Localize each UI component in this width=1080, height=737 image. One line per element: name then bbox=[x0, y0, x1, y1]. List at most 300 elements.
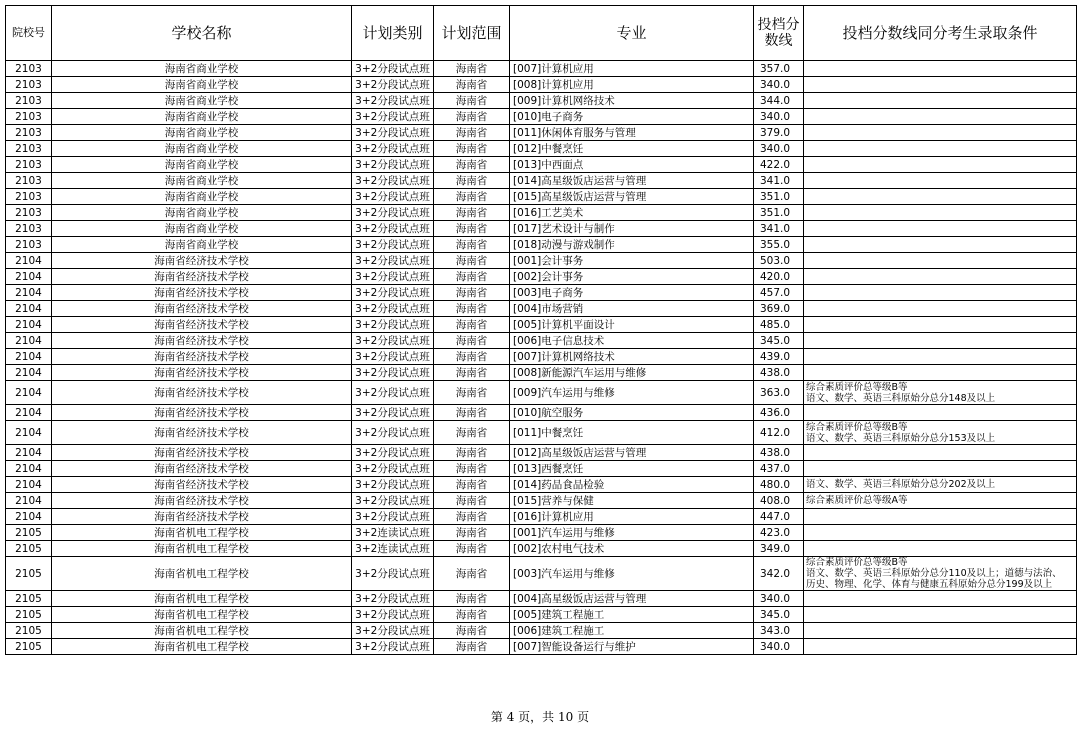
cell-school-name: 海南省经济技术学校 bbox=[52, 381, 352, 405]
table-row bbox=[6, 591, 1077, 607]
cell-tie-condition bbox=[804, 623, 1077, 639]
cell-plan-type: 3+2分段试点班 bbox=[352, 269, 434, 285]
cell-plan-type: 3+2分段试点班 bbox=[352, 205, 434, 221]
cell-major: [003]汽车运用与维修 bbox=[510, 557, 754, 591]
cell-cutoff-score: 503.0 bbox=[754, 253, 804, 269]
cell-school-name: 海南省经济技术学校 bbox=[52, 253, 352, 269]
cell-plan-scope: 海南省 bbox=[434, 509, 510, 525]
cell-cutoff-score: 437.0 bbox=[754, 461, 804, 477]
cell-school-id: 2104 bbox=[6, 421, 52, 445]
cell-tie-condition bbox=[804, 93, 1077, 109]
cell-major: [001]汽车运用与维修 bbox=[510, 525, 754, 541]
cell-major: [007]计算机网络技术 bbox=[510, 349, 754, 365]
cell-school-name: 海南省经济技术学校 bbox=[52, 285, 352, 301]
cell-plan-type: 3+2分段试点班 bbox=[352, 405, 434, 421]
cell-school-id: 2103 bbox=[6, 109, 52, 125]
cell-tie-condition bbox=[804, 445, 1077, 461]
cell-major: [015]高星级饭店运营与管理 bbox=[510, 189, 754, 205]
cell-plan-type: 3+2分段试点班 bbox=[352, 173, 434, 189]
cell-tie-condition bbox=[804, 205, 1077, 221]
cell-plan-scope: 海南省 bbox=[434, 405, 510, 421]
cell-plan-scope: 海南省 bbox=[434, 381, 510, 405]
header-tie-condition: 投档分数线同分考生录取条件 bbox=[804, 6, 1077, 61]
cell-school-id: 2103 bbox=[6, 141, 52, 157]
cell-school-name: 海南省商业学校 bbox=[52, 221, 352, 237]
cell-major: [005]计算机平面设计 bbox=[510, 317, 754, 333]
cell-plan-scope: 海南省 bbox=[434, 157, 510, 173]
cell-plan-scope: 海南省 bbox=[434, 125, 510, 141]
cell-tie-condition bbox=[804, 141, 1077, 157]
cell-plan-type: 3+2分段试点班 bbox=[352, 77, 434, 93]
cell-school-id: 2105 bbox=[6, 541, 52, 557]
cell-cutoff-score: 342.0 bbox=[754, 557, 804, 591]
cell-major: [012]中餐烹饪 bbox=[510, 141, 754, 157]
cell-plan-scope: 海南省 bbox=[434, 639, 510, 655]
cell-major: [001]会计事务 bbox=[510, 253, 754, 269]
cell-major: [014]药品食品检验 bbox=[510, 477, 754, 493]
cell-plan-type: 3+2分段试点班 bbox=[352, 285, 434, 301]
cell-tie-condition bbox=[804, 591, 1077, 607]
cell-plan-scope: 海南省 bbox=[434, 591, 510, 607]
condition-line: 综合素质评价总等级B等 bbox=[806, 557, 908, 568]
cell-plan-type: 3+2分段试点班 bbox=[352, 445, 434, 461]
table-row bbox=[6, 333, 1077, 349]
table-row bbox=[6, 639, 1077, 655]
cell-plan-type: 3+2分段试点班 bbox=[352, 349, 434, 365]
cell-school-name: 海南省机电工程学校 bbox=[52, 623, 352, 639]
cell-major: [005]建筑工程施工 bbox=[510, 607, 754, 623]
cell-cutoff-score: 439.0 bbox=[754, 349, 804, 365]
cell-school-name: 海南省商业学校 bbox=[52, 77, 352, 93]
cell-cutoff-score: 369.0 bbox=[754, 301, 804, 317]
cell-cutoff-score: 447.0 bbox=[754, 509, 804, 525]
cell-major: [002]会计事务 bbox=[510, 269, 754, 285]
cell-school-name: 海南省商业学校 bbox=[52, 141, 352, 157]
cell-school-id: 2105 bbox=[6, 557, 52, 591]
cell-school-id: 2103 bbox=[6, 157, 52, 173]
cell-school-id: 2105 bbox=[6, 591, 52, 607]
cell-cutoff-score: 420.0 bbox=[754, 269, 804, 285]
cell-plan-type: 3+2分段试点班 bbox=[352, 623, 434, 639]
cell-plan-scope: 海南省 bbox=[434, 237, 510, 253]
cell-plan-scope: 海南省 bbox=[434, 269, 510, 285]
header-school-id: 院校号 bbox=[6, 6, 52, 61]
cell-school-name: 海南省机电工程学校 bbox=[52, 639, 352, 655]
admission-table bbox=[5, 5, 1077, 655]
cell-tie-condition bbox=[804, 405, 1077, 421]
cell-plan-type: 3+2分段试点班 bbox=[352, 461, 434, 477]
cell-school-name: 海南省商业学校 bbox=[52, 189, 352, 205]
cell-cutoff-score: 480.0 bbox=[754, 477, 804, 493]
cell-school-id: 2105 bbox=[6, 623, 52, 639]
cell-plan-scope: 海南省 bbox=[434, 173, 510, 189]
cell-major: [008]计算机应用 bbox=[510, 77, 754, 93]
cell-school-id: 2104 bbox=[6, 253, 52, 269]
cell-school-name: 海南省商业学校 bbox=[52, 173, 352, 189]
table-row bbox=[6, 285, 1077, 301]
cell-major: [006]建筑工程施工 bbox=[510, 623, 754, 639]
cell-school-id: 2104 bbox=[6, 285, 52, 301]
condition-line: 综合素质评价总等级B等 bbox=[806, 421, 908, 433]
table-row bbox=[6, 461, 1077, 477]
cell-tie-condition bbox=[804, 477, 1077, 493]
cell-school-name: 海南省商业学校 bbox=[52, 205, 352, 221]
header-plan-scope: 计划范围 bbox=[434, 6, 510, 61]
cell-school-id: 2103 bbox=[6, 237, 52, 253]
cell-school-name: 海南省机电工程学校 bbox=[52, 557, 352, 591]
cell-plan-scope: 海南省 bbox=[434, 109, 510, 125]
condition-line: 语文、数学、英语三科原始分总分202及以上 bbox=[806, 479, 996, 490]
cell-cutoff-score: 412.0 bbox=[754, 421, 804, 445]
table-row bbox=[6, 269, 1077, 285]
table-row bbox=[6, 405, 1077, 421]
cell-school-id: 2103 bbox=[6, 77, 52, 93]
cell-plan-scope: 海南省 bbox=[434, 205, 510, 221]
cell-major: [011]休闲体育服务与管理 bbox=[510, 125, 754, 141]
cell-plan-type: 3+2分段试点班 bbox=[352, 93, 434, 109]
cell-school-name: 海南省经济技术学校 bbox=[52, 477, 352, 493]
cell-school-name: 海南省经济技术学校 bbox=[52, 365, 352, 381]
cell-school-name: 海南省商业学校 bbox=[52, 237, 352, 253]
table-row bbox=[6, 493, 1077, 509]
cell-major: [013]西餐烹饪 bbox=[510, 461, 754, 477]
cell-school-name: 海南省经济技术学校 bbox=[52, 493, 352, 509]
cell-plan-type: 3+2分段试点班 bbox=[352, 237, 434, 253]
cell-tie-condition bbox=[804, 421, 1077, 445]
cell-school-id: 2104 bbox=[6, 317, 52, 333]
cell-tie-condition bbox=[804, 189, 1077, 205]
cell-tie-condition bbox=[804, 461, 1077, 477]
cell-tie-condition bbox=[804, 285, 1077, 301]
cell-tie-condition bbox=[804, 109, 1077, 125]
cell-tie-condition bbox=[804, 173, 1077, 189]
cell-major: [016]计算机应用 bbox=[510, 509, 754, 525]
cell-plan-scope: 海南省 bbox=[434, 525, 510, 541]
cell-plan-type: 3+2分段试点班 bbox=[352, 317, 434, 333]
table-row bbox=[6, 189, 1077, 205]
cell-school-name: 海南省机电工程学校 bbox=[52, 591, 352, 607]
table-row bbox=[6, 61, 1077, 77]
cell-cutoff-score: 340.0 bbox=[754, 109, 804, 125]
cell-major: [010]电子商务 bbox=[510, 109, 754, 125]
cell-cutoff-score: 349.0 bbox=[754, 541, 804, 557]
table-row bbox=[6, 317, 1077, 333]
cell-plan-type: 3+2分段试点班 bbox=[352, 333, 434, 349]
cell-plan-scope: 海南省 bbox=[434, 349, 510, 365]
condition-line: 历史、物理、化学、体育与健康五科原始分总分199及以上 bbox=[806, 579, 1053, 590]
cell-tie-condition bbox=[804, 221, 1077, 237]
table-row bbox=[6, 509, 1077, 525]
cell-tie-condition bbox=[804, 525, 1077, 541]
cell-school-id: 2103 bbox=[6, 125, 52, 141]
cell-plan-type: 3+2分段试点班 bbox=[352, 509, 434, 525]
table-row bbox=[6, 221, 1077, 237]
table-row bbox=[6, 157, 1077, 173]
cell-tie-condition bbox=[804, 333, 1077, 349]
cell-plan-scope: 海南省 bbox=[434, 557, 510, 591]
cell-school-id: 2105 bbox=[6, 525, 52, 541]
table-row bbox=[6, 623, 1077, 639]
table-row bbox=[6, 109, 1077, 125]
cell-major: [015]营养与保健 bbox=[510, 493, 754, 509]
cell-school-id: 2103 bbox=[6, 173, 52, 189]
cell-school-name: 海南省经济技术学校 bbox=[52, 333, 352, 349]
cell-plan-type: 3+2分段试点班 bbox=[352, 253, 434, 269]
condition-line: 语文、数学、英语三科原始分总分148及以上 bbox=[806, 392, 996, 404]
cell-cutoff-score: 379.0 bbox=[754, 125, 804, 141]
table-row bbox=[6, 301, 1077, 317]
cell-plan-scope: 海南省 bbox=[434, 61, 510, 77]
cell-school-id: 2104 bbox=[6, 381, 52, 405]
cell-plan-scope: 海南省 bbox=[434, 623, 510, 639]
cell-tie-condition bbox=[804, 349, 1077, 365]
cell-school-name: 海南省商业学校 bbox=[52, 93, 352, 109]
cell-plan-scope: 海南省 bbox=[434, 317, 510, 333]
cell-plan-scope: 海南省 bbox=[434, 477, 510, 493]
cell-school-id: 2104 bbox=[6, 405, 52, 421]
cell-cutoff-score: 355.0 bbox=[754, 237, 804, 253]
cell-cutoff-score: 357.0 bbox=[754, 61, 804, 77]
cell-school-name: 海南省商业学校 bbox=[52, 61, 352, 77]
cell-cutoff-score: 363.0 bbox=[754, 381, 804, 405]
cell-tie-condition bbox=[804, 365, 1077, 381]
cell-plan-scope: 海南省 bbox=[434, 93, 510, 109]
cell-plan-scope: 海南省 bbox=[434, 333, 510, 349]
page-number: 第 4 页，共 10 页 bbox=[490, 710, 590, 724]
table-row bbox=[6, 541, 1077, 557]
cell-cutoff-score: 341.0 bbox=[754, 173, 804, 189]
cell-plan-type: 3+2分段试点班 bbox=[352, 221, 434, 237]
cell-plan-type: 3+2分段试点班 bbox=[352, 381, 434, 405]
cell-cutoff-score: 408.0 bbox=[754, 493, 804, 509]
condition-line: 语文、数学、英语三科原始分总分110及以上；道德与法治、 bbox=[806, 568, 1062, 579]
admission-table-sheet bbox=[5, 5, 1077, 655]
cell-school-id: 2104 bbox=[6, 461, 52, 477]
cell-plan-scope: 海南省 bbox=[434, 445, 510, 461]
cell-school-id: 2104 bbox=[6, 477, 52, 493]
cell-major: [006]电子信息技术 bbox=[510, 333, 754, 349]
cell-plan-scope: 海南省 bbox=[434, 421, 510, 445]
cell-plan-scope: 海南省 bbox=[434, 493, 510, 509]
table-row bbox=[6, 237, 1077, 253]
cell-cutoff-score: 345.0 bbox=[754, 607, 804, 623]
cell-school-name: 海南省机电工程学校 bbox=[52, 525, 352, 541]
cell-tie-condition bbox=[804, 381, 1077, 405]
cell-school-name: 海南省经济技术学校 bbox=[52, 421, 352, 445]
cell-cutoff-score: 423.0 bbox=[754, 525, 804, 541]
cell-major: [009]汽车运用与维修 bbox=[510, 381, 754, 405]
cell-cutoff-score: 340.0 bbox=[754, 77, 804, 93]
cell-school-id: 2104 bbox=[6, 365, 52, 381]
cell-school-id: 2104 bbox=[6, 445, 52, 461]
cell-tie-condition bbox=[804, 237, 1077, 253]
cell-school-id: 2104 bbox=[6, 301, 52, 317]
cell-major: [018]动漫与游戏制作 bbox=[510, 237, 754, 253]
cell-plan-scope: 海南省 bbox=[434, 365, 510, 381]
cell-cutoff-score: 351.0 bbox=[754, 205, 804, 221]
table-row bbox=[6, 607, 1077, 623]
cell-major: [008]新能源汽车运用与维修 bbox=[510, 365, 754, 381]
cell-tie-condition bbox=[804, 269, 1077, 285]
cell-cutoff-score: 485.0 bbox=[754, 317, 804, 333]
table-row bbox=[6, 365, 1077, 381]
cell-school-name: 海南省商业学校 bbox=[52, 125, 352, 141]
cell-plan-scope: 海南省 bbox=[434, 189, 510, 205]
cell-school-id: 2103 bbox=[6, 221, 52, 237]
cell-plan-type: 3+2分段试点班 bbox=[352, 477, 434, 493]
cell-tie-condition bbox=[804, 125, 1077, 141]
cell-tie-condition bbox=[804, 541, 1077, 557]
cell-school-name: 海南省经济技术学校 bbox=[52, 405, 352, 421]
cell-tie-condition bbox=[804, 493, 1077, 509]
cell-plan-type: 3+2分段试点班 bbox=[352, 607, 434, 623]
cell-plan-type: 3+2分段试点班 bbox=[352, 639, 434, 655]
cell-school-name: 海南省经济技术学校 bbox=[52, 461, 352, 477]
header-plan-type: 计划类别 bbox=[352, 6, 434, 61]
cell-plan-scope: 海南省 bbox=[434, 301, 510, 317]
cell-school-name: 海南省经济技术学校 bbox=[52, 349, 352, 365]
cell-cutoff-score: 457.0 bbox=[754, 285, 804, 301]
cell-school-id: 2104 bbox=[6, 509, 52, 525]
table-row bbox=[6, 445, 1077, 461]
table-row bbox=[6, 557, 1077, 591]
cell-major: [012]高星级饭店运营与管理 bbox=[510, 445, 754, 461]
cell-cutoff-score: 341.0 bbox=[754, 221, 804, 237]
cell-tie-condition bbox=[804, 253, 1077, 269]
cell-major: [004]市场营销 bbox=[510, 301, 754, 317]
cell-plan-type: 3+2分段试点班 bbox=[352, 493, 434, 509]
cell-school-name: 海南省经济技术学校 bbox=[52, 509, 352, 525]
cell-major: [016]工艺美术 bbox=[510, 205, 754, 221]
header-school-name: 学校名称 bbox=[52, 6, 352, 61]
table-row bbox=[6, 253, 1077, 269]
condition-line: 语文、数学、英语三科原始分总分153及以上 bbox=[806, 432, 996, 444]
cell-major: [007]智能设备运行与维护 bbox=[510, 639, 754, 655]
table-row bbox=[6, 525, 1077, 541]
cell-major: [017]艺术设计与制作 bbox=[510, 221, 754, 237]
cell-major: [011]中餐烹饪 bbox=[510, 421, 754, 445]
cell-plan-scope: 海南省 bbox=[434, 253, 510, 269]
cell-plan-type: 3+2分段试点班 bbox=[352, 61, 434, 77]
cell-school-name: 海南省机电工程学校 bbox=[52, 607, 352, 623]
cell-cutoff-score: 422.0 bbox=[754, 157, 804, 173]
table-row bbox=[6, 381, 1077, 405]
cell-plan-scope: 海南省 bbox=[434, 285, 510, 301]
cell-plan-type: 3+2分段试点班 bbox=[352, 109, 434, 125]
cell-school-name: 海南省商业学校 bbox=[52, 157, 352, 173]
cell-cutoff-score: 343.0 bbox=[754, 623, 804, 639]
cell-cutoff-score: 340.0 bbox=[754, 141, 804, 157]
cell-plan-type: 3+2分段试点班 bbox=[352, 141, 434, 157]
cell-plan-scope: 海南省 bbox=[434, 221, 510, 237]
cell-school-name: 海南省经济技术学校 bbox=[52, 317, 352, 333]
table-row bbox=[6, 421, 1077, 445]
cell-plan-type: 3+2分段试点班 bbox=[352, 557, 434, 591]
cell-tie-condition bbox=[804, 301, 1077, 317]
cell-school-id: 2103 bbox=[6, 61, 52, 77]
cell-school-name: 海南省经济技术学校 bbox=[52, 445, 352, 461]
cell-plan-scope: 海南省 bbox=[434, 541, 510, 557]
cell-cutoff-score: 351.0 bbox=[754, 189, 804, 205]
cell-plan-scope: 海南省 bbox=[434, 461, 510, 477]
cell-plan-type: 3+2分段试点班 bbox=[352, 189, 434, 205]
cell-tie-condition bbox=[804, 77, 1077, 93]
cell-major: [013]中西面点 bbox=[510, 157, 754, 173]
cell-school-id: 2104 bbox=[6, 333, 52, 349]
cell-major: [007]计算机应用 bbox=[510, 61, 754, 77]
cell-school-id: 2103 bbox=[6, 189, 52, 205]
cell-school-name: 海南省商业学校 bbox=[52, 109, 352, 125]
cell-plan-scope: 海南省 bbox=[434, 77, 510, 93]
cell-tie-condition bbox=[804, 639, 1077, 655]
table-row bbox=[6, 349, 1077, 365]
cell-school-name: 海南省经济技术学校 bbox=[52, 301, 352, 317]
cell-school-id: 2103 bbox=[6, 205, 52, 221]
cell-tie-condition bbox=[804, 557, 1077, 591]
cell-school-id: 2104 bbox=[6, 493, 52, 509]
cell-school-id: 2103 bbox=[6, 93, 52, 109]
cell-plan-type: 3+2分段试点班 bbox=[352, 125, 434, 141]
cell-plan-type: 3+2分段试点班 bbox=[352, 365, 434, 381]
cell-school-id: 2105 bbox=[6, 607, 52, 623]
cell-school-id: 2104 bbox=[6, 349, 52, 365]
table-row bbox=[6, 205, 1077, 221]
cell-plan-scope: 海南省 bbox=[434, 141, 510, 157]
cell-tie-condition bbox=[804, 607, 1077, 623]
cell-tie-condition bbox=[804, 509, 1077, 525]
table-body bbox=[6, 61, 1077, 655]
cell-school-name: 海南省经济技术学校 bbox=[52, 269, 352, 285]
cell-major: [003]电子商务 bbox=[510, 285, 754, 301]
cell-cutoff-score: 345.0 bbox=[754, 333, 804, 349]
cell-plan-scope: 海南省 bbox=[434, 607, 510, 623]
cell-school-id: 2105 bbox=[6, 639, 52, 655]
cell-plan-type: 3+2分段试点班 bbox=[352, 421, 434, 445]
condition-line: 综合素质评价总等级B等 bbox=[806, 381, 908, 393]
cell-cutoff-score: 340.0 bbox=[754, 591, 804, 607]
cell-school-name: 海南省机电工程学校 bbox=[52, 541, 352, 557]
table-row bbox=[6, 77, 1077, 93]
cell-cutoff-score: 438.0 bbox=[754, 365, 804, 381]
table-header-row bbox=[6, 6, 1077, 61]
table-row bbox=[6, 125, 1077, 141]
cell-cutoff-score: 344.0 bbox=[754, 93, 804, 109]
cell-plan-type: 3+2连读试点班 bbox=[352, 525, 434, 541]
cell-major: [004]高星级饭店运营与管理 bbox=[510, 591, 754, 607]
header-major: 专业 bbox=[510, 6, 754, 61]
cell-plan-type: 3+2分段试点班 bbox=[352, 301, 434, 317]
cell-cutoff-score: 438.0 bbox=[754, 445, 804, 461]
table-row bbox=[6, 141, 1077, 157]
header-cutoff-score: 投档分数线 bbox=[754, 6, 804, 61]
cell-tie-condition bbox=[804, 317, 1077, 333]
table-row bbox=[6, 477, 1077, 493]
cell-tie-condition bbox=[804, 157, 1077, 173]
table-row bbox=[6, 173, 1077, 189]
condition-line: 综合素质评价总等级A等 bbox=[806, 495, 908, 506]
cell-plan-type: 3+2连读试点班 bbox=[352, 541, 434, 557]
cell-major: [002]农村电气技术 bbox=[510, 541, 754, 557]
cell-tie-condition bbox=[804, 61, 1077, 77]
cell-plan-type: 3+2分段试点班 bbox=[352, 591, 434, 607]
table-row bbox=[6, 93, 1077, 109]
cell-major: [009]计算机网络技术 bbox=[510, 93, 754, 109]
cell-school-id: 2104 bbox=[6, 269, 52, 285]
cell-major: [010]航空服务 bbox=[510, 405, 754, 421]
cell-major: [014]高星级饭店运营与管理 bbox=[510, 173, 754, 189]
cell-plan-type: 3+2分段试点班 bbox=[352, 157, 434, 173]
cell-cutoff-score: 340.0 bbox=[754, 639, 804, 655]
